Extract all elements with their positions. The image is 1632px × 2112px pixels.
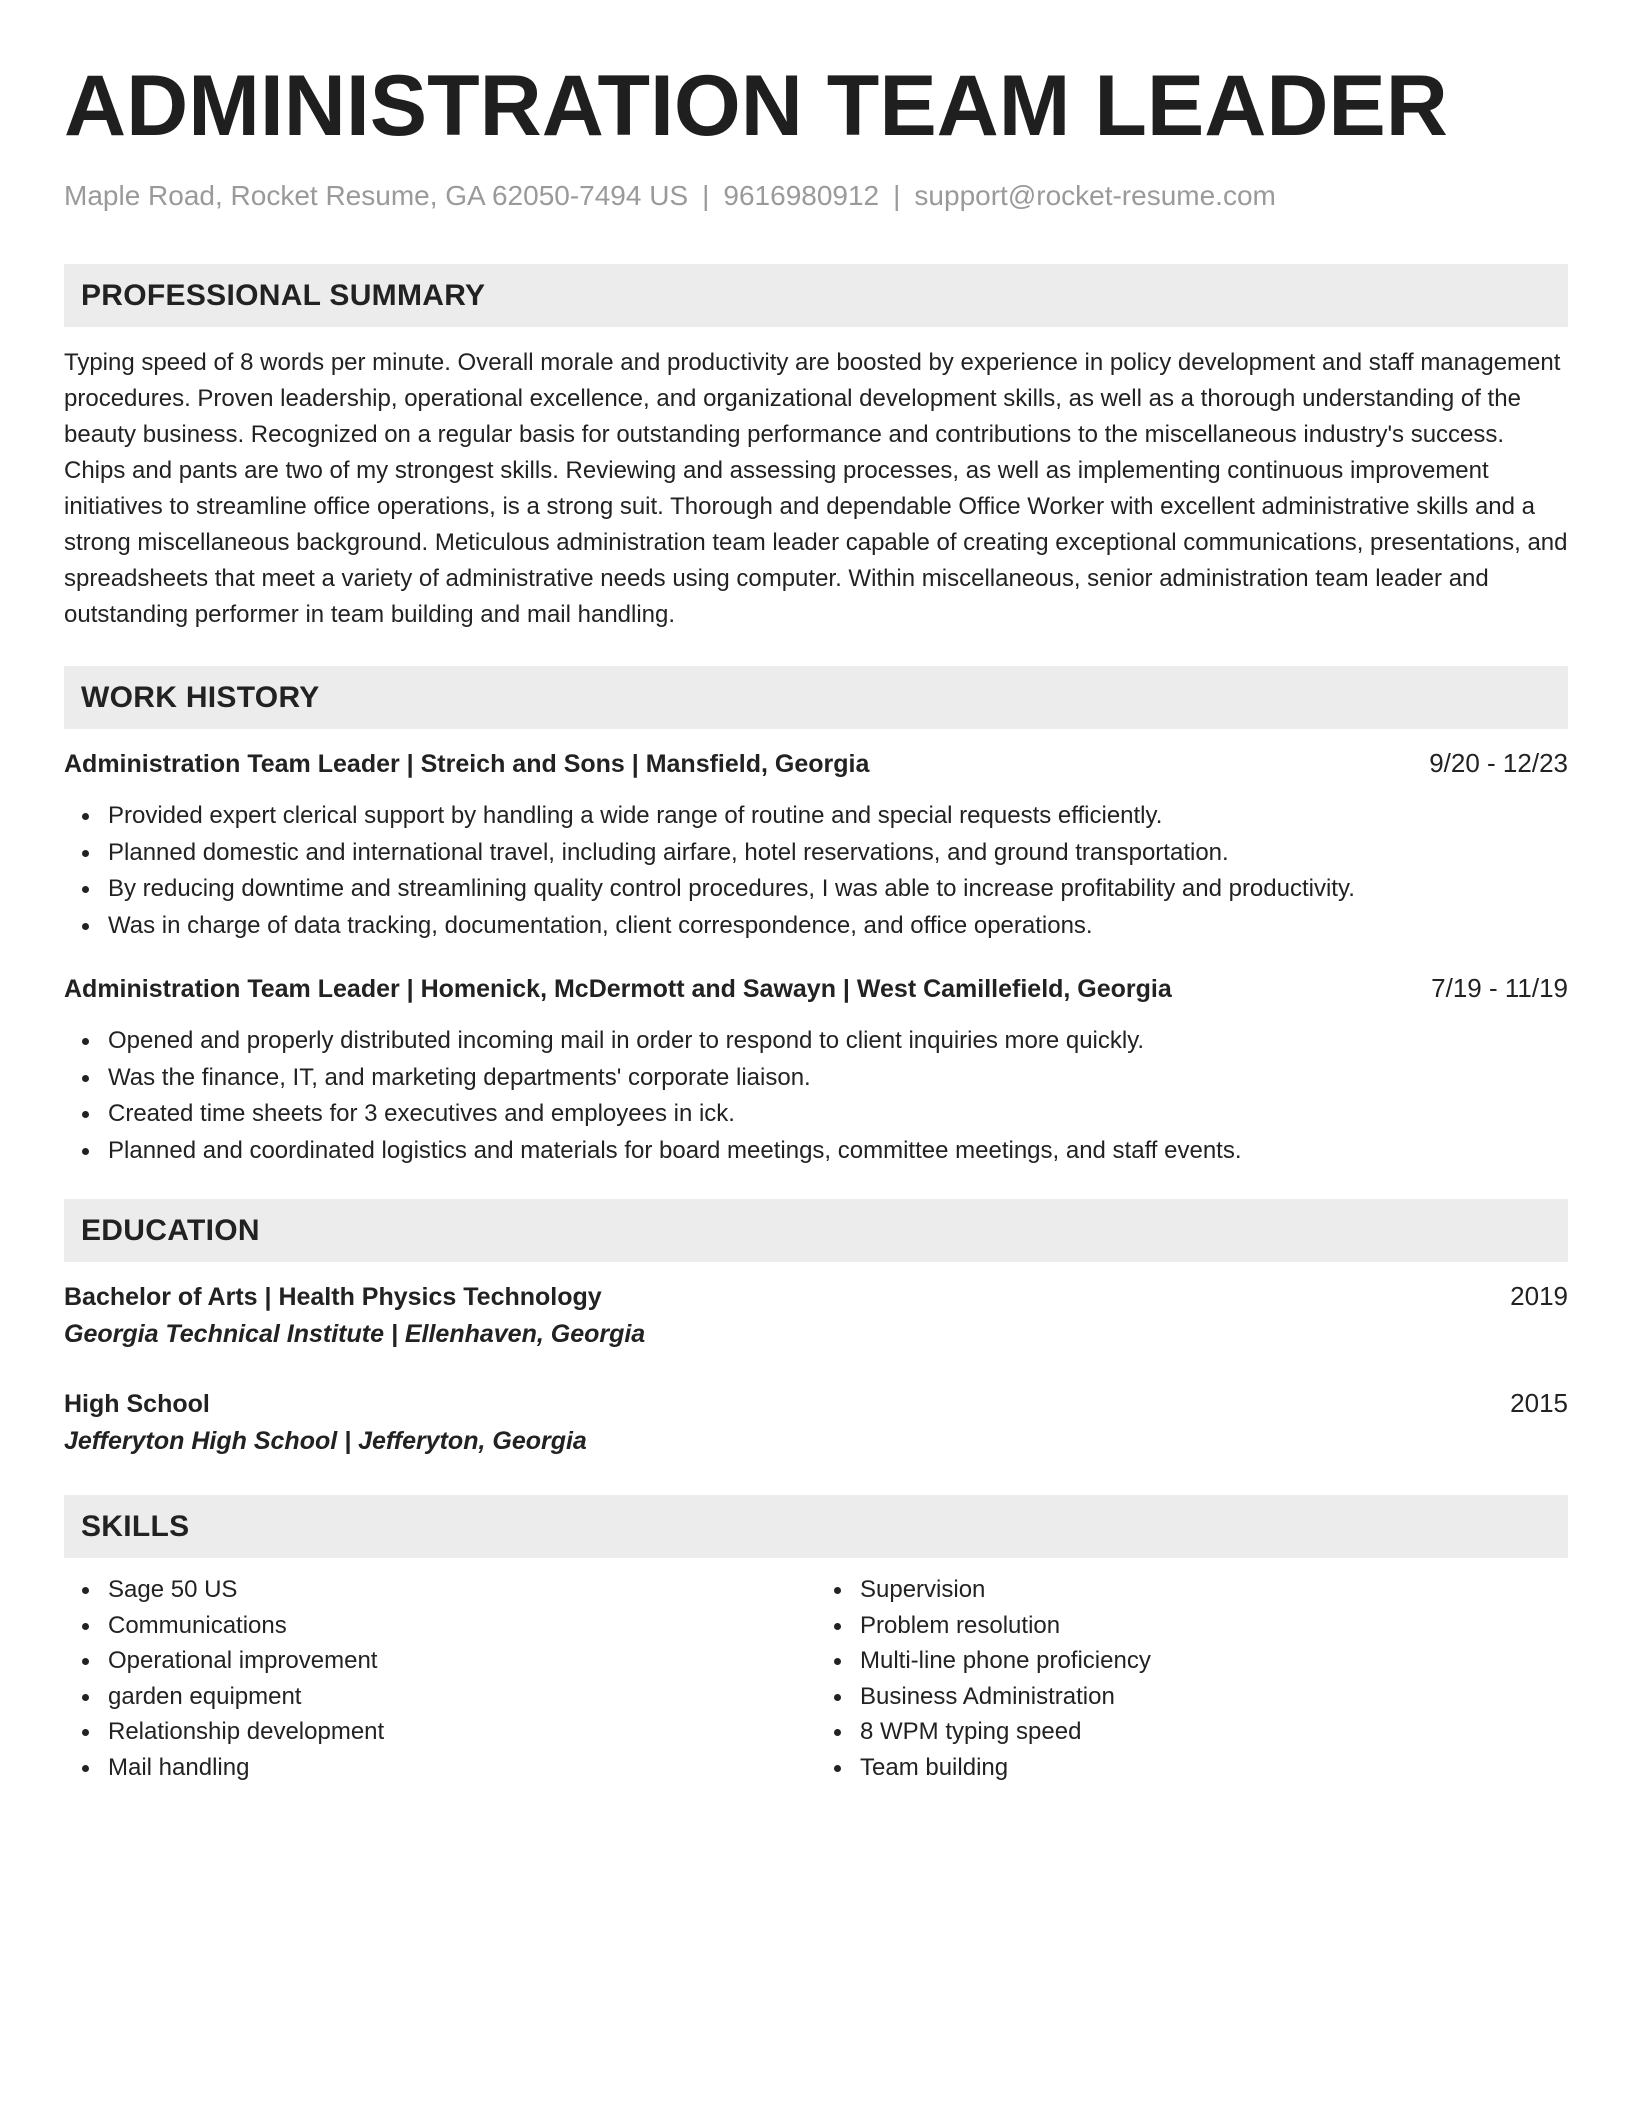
- education-year: 2019: [1510, 1281, 1568, 1311]
- education-year: 2015: [1510, 1388, 1568, 1418]
- job-bullet: Opened and properly distributed incoming mail in order to respond to client inquiries more quickly.: [108, 1023, 1568, 1060]
- resume-title: ADMINISTRATION TEAM LEADER: [64, 58, 1448, 154]
- job-entry: [64, 971, 1568, 1169]
- skills-column-right: [816, 1572, 1568, 1785]
- job-bullet-list: [64, 1023, 1568, 1169]
- contact-separator: |: [893, 180, 901, 211]
- job-header: [64, 746, 1568, 781]
- contact-address: Maple Road, Rocket Resume, GA 62050-7494 US: [64, 180, 689, 211]
- skills-list: [816, 1572, 1568, 1785]
- skill-item: Multi-line phone proficiency: [860, 1643, 1568, 1679]
- education-school: Georgia Technical Institute | Ellenhaven, Georgia: [64, 1320, 646, 1348]
- job-title: Administration Team Leader | Streich and Sons | Mansfield, Georgia: [64, 750, 870, 778]
- section-heading-skills: SKILLS: [64, 1495, 1568, 1558]
- summary-paragraph: Typing speed of 8 words per minute. Overall morale and productivity are boosted by experience in policy development and staff management procedures. Proven leadership, operational excellence, and organizational development skills, as well as a thorough understanding of the beauty business. Recognized on a regular basis for outstanding performance and contributions to the miscellaneous industry's success. Chips and pants are two of my strongest skills. Reviewing and assessing processes, as well as implementing continuous improvement initiatives to streamline office operations, is a strong suit. Thorough and dependable Office Worker with excellent administrative skills and a strong miscellaneous background. Meticulous administration team leader capable of creating exceptional communications, presentations, and spreadsheets that meet a variety of administrative needs using computer. Within miscellaneous, senior administration team leader and outstanding performer in team building and mail handling.: [64, 349, 1568, 628]
- education-degree: High School: [64, 1390, 210, 1418]
- contact-separator: |: [702, 180, 710, 211]
- job-bullet: Was the finance, IT, and marketing departments' corporate liaison.: [108, 1060, 1568, 1097]
- education-header: [64, 1279, 1568, 1314]
- job-dates: 7/19 - 11/19: [1431, 973, 1568, 1003]
- job-header: [64, 971, 1568, 1006]
- skill-item: Operational improvement: [108, 1643, 816, 1679]
- skill-item: Supervision: [860, 1572, 1568, 1608]
- section-heading-education: EDUCATION: [64, 1199, 1568, 1262]
- education-header: [64, 1386, 1568, 1421]
- job-bullet: Planned domestic and international travel, including airfare, hotel reservations, and ground transportation.: [108, 835, 1568, 872]
- section-heading-summary: PROFESSIONAL SUMMARY: [64, 264, 1568, 327]
- job-bullet: Provided expert clerical support by handling a wide range of routine and special requests efficiently.: [108, 798, 1568, 835]
- contact-phone: 9616980912: [723, 180, 880, 211]
- job-bullet: Was in charge of data tracking, documentation, client correspondence, and office operations.: [108, 908, 1568, 945]
- skill-item: Sage 50 US: [108, 1572, 816, 1608]
- skills-column-left: [64, 1572, 816, 1785]
- skills-list: [64, 1572, 816, 1785]
- skill-item: Mail handling: [108, 1750, 816, 1786]
- education-degree: Bachelor of Arts | Health Physics Technology: [64, 1283, 602, 1311]
- skill-item: Business Administration: [860, 1679, 1568, 1715]
- education-school: Jefferyton High School | Jefferyton, Georgia: [64, 1427, 587, 1455]
- job-bullet: Planned and coordinated logistics and materials for board meetings, committee meetings, and staff events.: [108, 1133, 1568, 1170]
- skill-item: Relationship development: [108, 1714, 816, 1750]
- job-bullet: By reducing downtime and streamlining quality control procedures, I was able to increase profitability and productivity.: [108, 871, 1568, 908]
- job-bullet-list: [64, 798, 1568, 944]
- education-entry: [64, 1386, 1568, 1459]
- job-title: Administration Team Leader | Homenick, McDermott and Sawayn | West Camillefield, Georgia: [64, 975, 1172, 1003]
- contact-email: support@rocket-resume.com: [914, 180, 1276, 211]
- job-bullet: Created time sheets for 3 executives and employees in ick.: [108, 1096, 1568, 1133]
- section-heading-work-history: WORK HISTORY: [64, 666, 1568, 729]
- education-entry: [64, 1279, 1568, 1352]
- skill-item: Team building: [860, 1750, 1568, 1786]
- skill-item: Problem resolution: [860, 1608, 1568, 1644]
- job-entry: [64, 746, 1568, 944]
- skill-item: 8 WPM typing speed: [860, 1714, 1568, 1750]
- skill-item: Communications: [108, 1608, 816, 1644]
- skills-columns: [64, 1572, 1568, 1785]
- skill-item: garden equipment: [108, 1679, 816, 1715]
- contact-line: [64, 178, 1568, 214]
- job-dates: 9/20 - 12/23: [1429, 748, 1568, 778]
